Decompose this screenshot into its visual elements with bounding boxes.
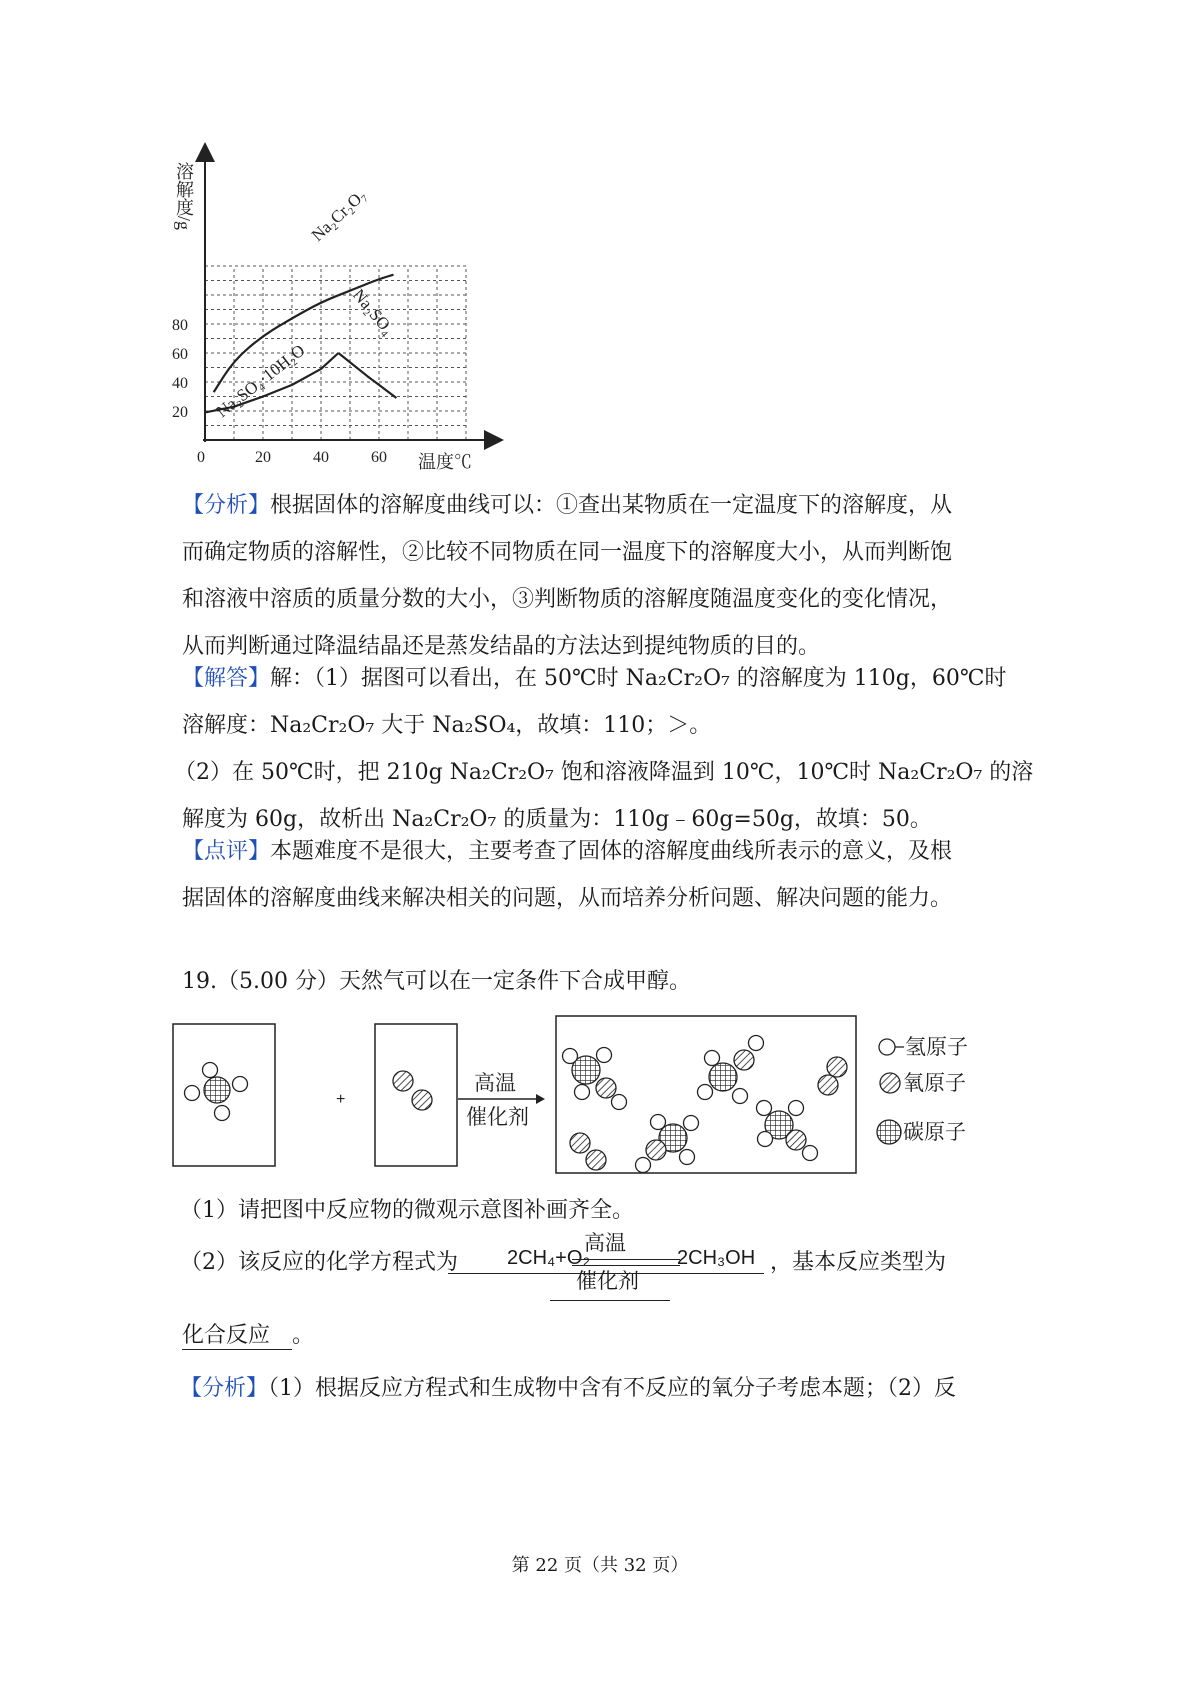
question-19-title: 19.（5.00 分）天然气可以在一定条件下合成甲醇。 bbox=[182, 969, 691, 994]
question-19-sub1: （1）请把图中反应物的微观示意图补画齐全。 bbox=[180, 1198, 634, 1223]
analysis-line: 而确定物质的溶解性，②比较不同物质在同一温度下的溶解度大小，从而判断饱 bbox=[182, 540, 953, 565]
x-axis-label: 温度℃ bbox=[418, 452, 472, 472]
legend-oxygen bbox=[880, 1071, 966, 1095]
methanol-molecule-1 bbox=[563, 1048, 627, 1110]
review-tag: 【点评】 bbox=[182, 839, 271, 864]
question-19-analysis bbox=[180, 1365, 1040, 1412]
analysis-line: 根据固体的溶解度曲线可以：①查出某物质在一定温度下的溶解度，从 bbox=[270, 493, 953, 518]
methanol-molecule-4 bbox=[757, 1101, 818, 1161]
y-tick-label: 80 bbox=[172, 317, 188, 334]
y-tick-label: 40 bbox=[172, 375, 188, 392]
analysis-tag: 【分析】 bbox=[182, 493, 271, 518]
analysis-line: 从而判断通过降温结晶还是蒸发结晶的方法达到提纯物质的目的。 bbox=[182, 634, 821, 659]
series-line-na2so4 bbox=[338, 353, 396, 398]
x-tick-label: 40 bbox=[313, 449, 329, 466]
review-line: 据固体的溶解度曲线来解决相关的问题，从而培养分析问题、解决问题的能力。 bbox=[182, 886, 953, 911]
answer-type-line bbox=[182, 1318, 314, 1350]
y-axis-label: 溶解度/g bbox=[174, 162, 194, 231]
answer-type: 化合反应 bbox=[182, 1318, 292, 1350]
legend-label: 氧原子 bbox=[903, 1071, 966, 1095]
analysis-tag: 【分析】 bbox=[180, 1376, 269, 1401]
x-tick-label: 20 bbox=[255, 449, 271, 466]
end-mark: 。 bbox=[292, 1323, 315, 1348]
x-tick-label: 60 bbox=[371, 449, 387, 466]
analysis-text: （1）根据反应方程式和生成物中含有不反应的氧分子考虑本题；（2）反 bbox=[268, 1376, 957, 1401]
equation-right: 2CH₃OH bbox=[677, 1247, 756, 1269]
question-19-sub2 bbox=[180, 1231, 1050, 1305]
series-label-na2so4-10h2o: Na₂SO₄·10H₂O bbox=[212, 340, 309, 422]
methanol-molecule-3 bbox=[636, 1115, 699, 1173]
review-line: 本题难度不是很大，主要考查了固体的溶解度曲线所表示的意义，及根 bbox=[270, 839, 953, 864]
answer-tag: 【解答】 bbox=[182, 666, 271, 691]
legend-hydrogen bbox=[879, 1035, 968, 1059]
reaction-diagram bbox=[170, 1010, 1010, 1180]
legend-carbon bbox=[877, 1120, 966, 1144]
answer-line: （2）在 50℃时，把 210g Na₂Cr₂O₇ 饱和溶液降温到 10℃，10℃时 Na₂Cr₂O₇ 的溶 bbox=[174, 760, 1034, 785]
methanol-molecule-2 bbox=[698, 1036, 764, 1104]
answer-paragraph bbox=[174, 655, 1042, 843]
oxygen-molecule-leftover-1 bbox=[570, 1133, 606, 1170]
methane-molecule bbox=[185, 1063, 248, 1121]
sub2-suffix: ，基本反应类型为 bbox=[770, 1250, 947, 1275]
answer-line: 解度为 60g，故析出 Na₂Cr₂O₇ 的质量为：110g﹣60g=50g，故填：50。 bbox=[182, 807, 932, 832]
analysis-line: 和溶液中溶质的质量分数的大小，③判断物质的溶解度随温度变化的变化情况， bbox=[182, 587, 953, 612]
analysis-paragraph bbox=[182, 482, 1042, 670]
sub2-prefix: （2）该反应的化学方程式为 bbox=[180, 1250, 458, 1275]
plus-sign: + bbox=[336, 1091, 346, 1108]
oxygen-molecule bbox=[393, 1071, 432, 1110]
review-paragraph bbox=[182, 828, 1042, 922]
series-label-na2so4: Na₂SO₄ bbox=[348, 285, 398, 339]
series-label-na2cr2o7: Na₂Cr₂O₇ bbox=[307, 185, 370, 245]
equation-condition-bottom: 催化剂 bbox=[576, 1269, 639, 1293]
answer-underline-lower bbox=[550, 1300, 670, 1301]
legend-label: 碳原子 bbox=[903, 1120, 966, 1144]
x-tick-label: 0 bbox=[197, 449, 205, 466]
answer-line: 溶解度：Na₂Cr₂O₇ 大于 Na₂SO₄，故填：110；＞。 bbox=[182, 713, 712, 738]
solubility-chart bbox=[170, 140, 540, 500]
page-footer: 第 22 页（共 32 页） bbox=[511, 1555, 689, 1576]
answer-underline bbox=[448, 1273, 764, 1274]
equation-left: 2CH₄+O₂ bbox=[507, 1247, 591, 1269]
arrow-condition-bottom: 催化剂 bbox=[466, 1105, 529, 1129]
y-tick-label: 20 bbox=[172, 404, 188, 421]
legend-label: 氢原子 bbox=[905, 1035, 968, 1059]
answer-line: 解：（1）据图可以看出，在 50℃时 Na₂Cr₂O₇ 的溶解度为 110g，60℃时 bbox=[270, 666, 1007, 691]
arrow-condition-top: 高温 bbox=[474, 1071, 516, 1095]
y-tick-label: 60 bbox=[172, 346, 188, 363]
reaction-arrow-icon bbox=[536, 1094, 545, 1104]
equation-condition-top: 高温 bbox=[584, 1231, 626, 1255]
oxygen-molecule-leftover-2 bbox=[818, 1057, 847, 1095]
